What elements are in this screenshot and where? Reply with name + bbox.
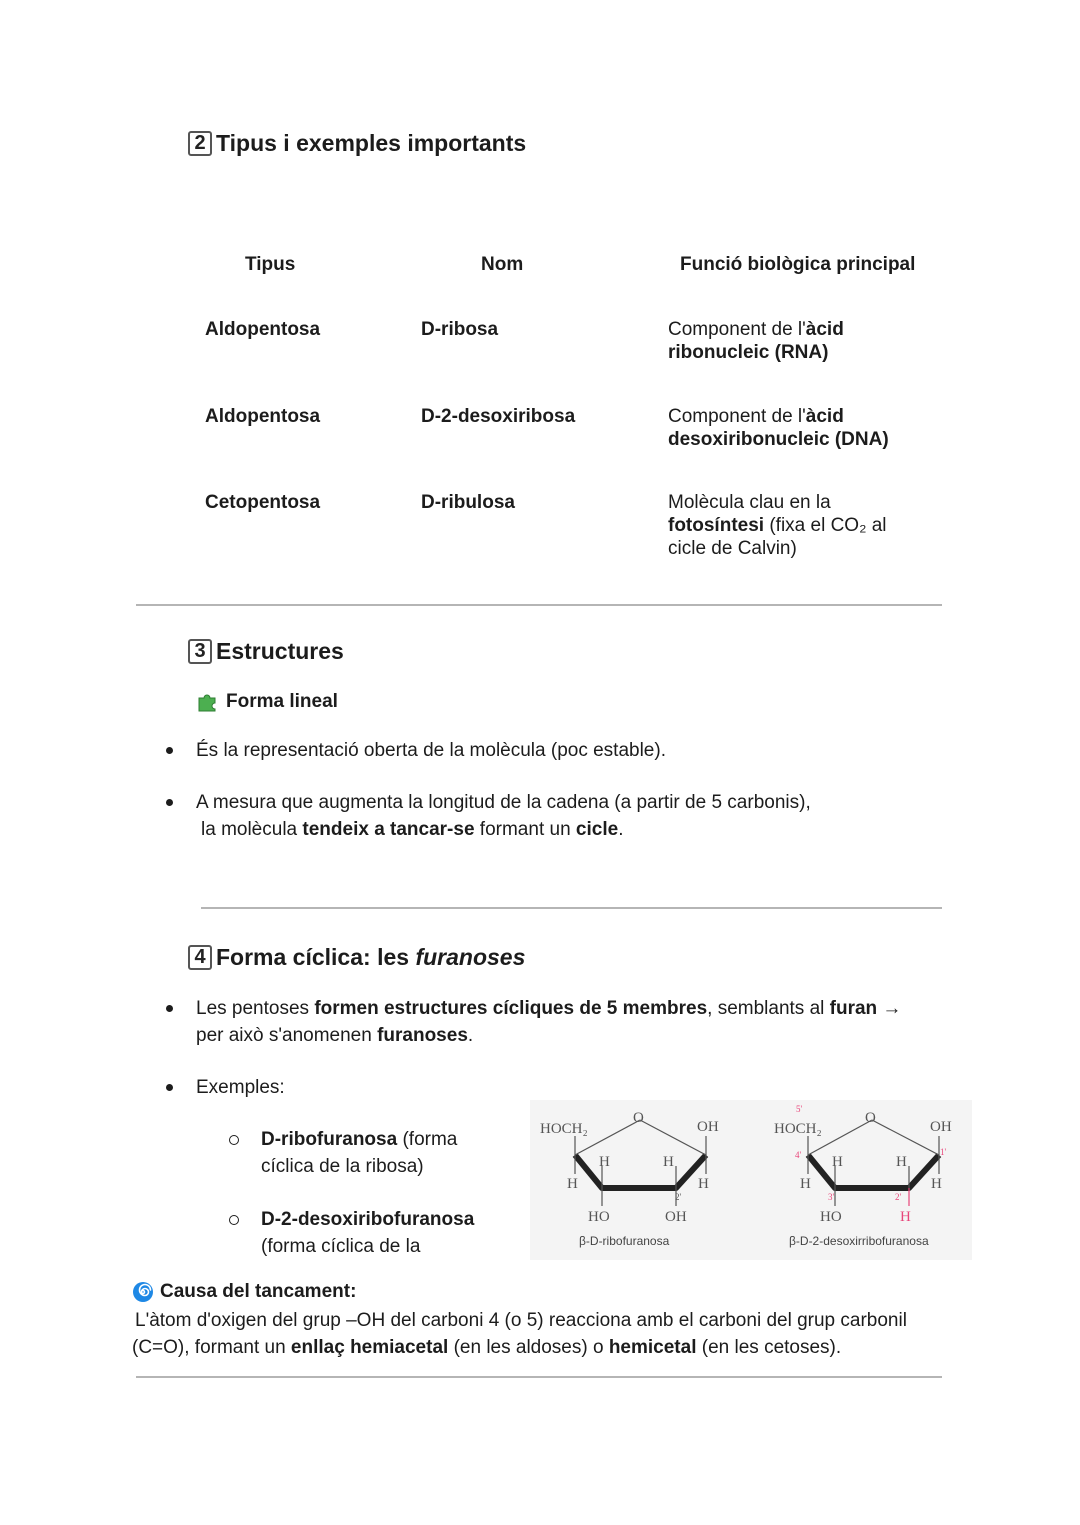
example-ribofuranosa: D-ribofuranosa (forma cíclica de la ribosa): [261, 1129, 458, 1177]
cause-text: L'àtom d'oxigen del grup –OH del carboni 4 (o 5) reacciona amb el carboni del grup carbonil (C=O), formant un enllaç hemiacetal (en les aldoses) o hemicetal (en les cetoses).: [132, 1310, 907, 1358]
section-title: Forma cíclica: les furanoses: [216, 944, 526, 970]
oh-label: OH: [697, 1119, 719, 1135]
carbon-number-label: 2': [675, 1192, 682, 1202]
carbon-number-label: 1': [940, 1147, 947, 1157]
divider: [136, 1376, 942, 1378]
h-label: H: [896, 1154, 907, 1170]
section-number-badge: 2: [188, 131, 212, 156]
ho-label: HO: [820, 1209, 842, 1225]
table-cell-tipus: Aldopentosa: [205, 406, 321, 427]
oh-label: OH: [665, 1209, 687, 1225]
bullet-dot: [166, 747, 173, 754]
table-cell-tipus: Aldopentosa: [205, 319, 321, 340]
table-cell-nom: D-ribulosa: [421, 492, 515, 513]
h-label: H: [663, 1154, 674, 1170]
bullet-dot: [166, 1084, 173, 1091]
bullet-text: Exemples:: [196, 1077, 285, 1098]
carbon-number-label: 3': [828, 1192, 835, 1202]
table-cell-tipus: Cetopentosa: [205, 492, 321, 513]
bullet-dot: [166, 1005, 173, 1012]
hoch2-label: HOCH₂: [774, 1121, 822, 1137]
h-label: H: [832, 1154, 843, 1170]
hoch2-label: HOCH₂: [540, 1121, 588, 1137]
h-label: H: [800, 1176, 811, 1192]
section-title: Estructures: [216, 638, 344, 664]
table-header-funcio: Funció biològica principal: [680, 254, 916, 275]
divider: [201, 907, 942, 909]
cause-title: Causa del tancament:: [160, 1281, 357, 1302]
carbon-number-label: 5': [796, 1104, 803, 1114]
ring-oxygen-label: O: [633, 1110, 644, 1126]
carbon-number-label: 2': [895, 1192, 902, 1202]
h-label: H: [567, 1176, 578, 1192]
section-title: Tipus i exemples importants: [216, 130, 527, 156]
cause-heading: [132, 1281, 356, 1303]
subheading-forma-lineal: [196, 690, 338, 714]
figure-caption: β-D-2-desoxirribofuranosa: [789, 1234, 929, 1248]
spiral-icon: [132, 1281, 154, 1303]
divider: [136, 604, 942, 606]
table-header-tipus: Tipus: [245, 254, 296, 275]
section-3-heading: [188, 638, 344, 665]
carbon-number-label: 4': [795, 1150, 802, 1160]
sub-bullet-circle: [229, 1215, 239, 1225]
puzzle-icon: [196, 690, 220, 714]
oh-label: OH: [930, 1119, 952, 1135]
section-4-heading: [188, 944, 525, 971]
h-label: H: [931, 1176, 942, 1192]
bullet-text: A mesura que augmenta la longitud de la cadena (a partir de 5 carbonis), la molècula tendeix a tancar-se formant un cicle.: [196, 792, 811, 840]
h-label: H: [599, 1154, 610, 1170]
example-desoxiribofuranosa: D-2-desoxiribofuranosa (forma cíclica de la: [261, 1209, 475, 1257]
ring-oxygen-label: O: [865, 1110, 876, 1126]
ho-label: HO: [588, 1209, 610, 1225]
furanose-structures-figure: [530, 1100, 972, 1260]
table-cell-funcio: Component de l'àcid ribonucleic (RNA): [668, 319, 844, 363]
table-header-nom: Nom: [481, 254, 524, 275]
bullet-text: És la representació oberta de la molècula (poc estable).: [196, 740, 666, 761]
subheading-label: Forma lineal: [226, 691, 338, 712]
figure-caption: β-D-ribofuranosa: [579, 1234, 670, 1248]
section-number-badge: 4: [188, 945, 212, 970]
sub-bullet-circle: [229, 1135, 239, 1145]
section-2-heading: [188, 130, 526, 157]
bullet-dot: [166, 799, 173, 806]
table-cell-nom: D-2-desoxiribosa: [421, 406, 576, 427]
h-label: H: [900, 1209, 911, 1225]
h-label: H: [698, 1176, 709, 1192]
table-cell-nom: D-ribosa: [421, 319, 499, 340]
section-number-badge: 3: [188, 639, 212, 664]
table-cell-funcio: Molècula clau en la fotosíntesi (fixa el CO₂ al cicle de Calvin): [668, 492, 887, 559]
table-cell-funcio: Component de l'àcid desoxiribonucleic (DNA): [668, 406, 889, 450]
bullet-text: Les pentoses formen estructures cícliques de 5 membres, semblants al furan → per això s'anomenen furanoses.: [196, 998, 902, 1046]
